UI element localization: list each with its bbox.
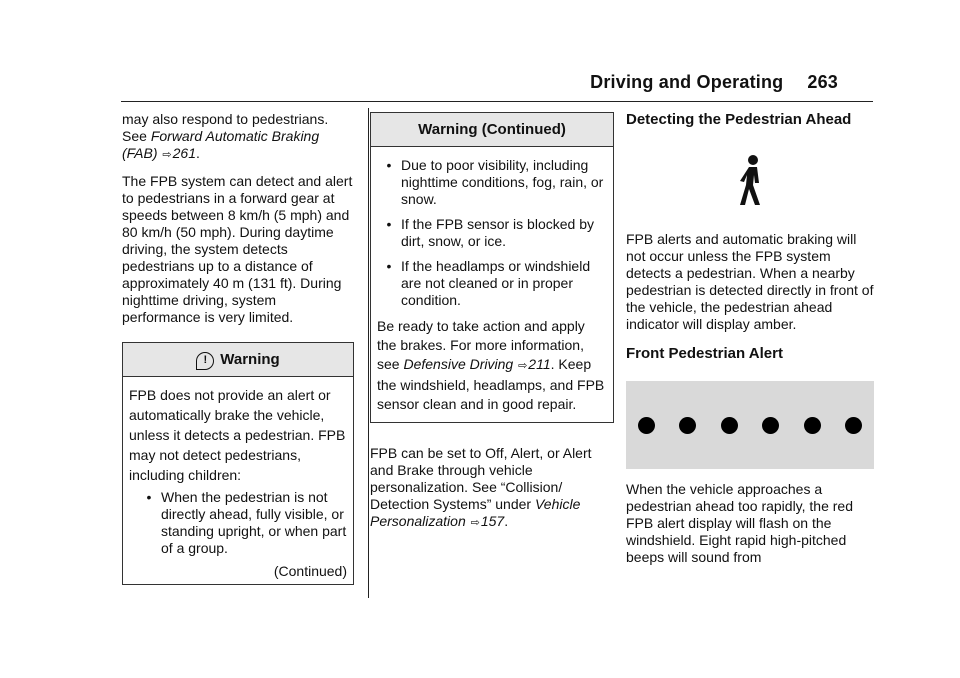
alert-light (638, 417, 655, 434)
list-item: • If the headlamps or windshield are not cleaned or in proper condition. (386, 258, 591, 308)
continued-label: (Continued) (273, 563, 347, 579)
xref-arrow-icon: ⇨ (162, 149, 172, 161)
pedestrian-icon (626, 155, 876, 211)
warning-continued-box (370, 112, 614, 423)
alert-light (721, 417, 738, 434)
xref-link[interactable]: Forward Automatic Braking (FAB) ⇨261 (122, 128, 320, 161)
alert-display-illustration (626, 381, 874, 469)
header-rule (121, 101, 873, 102)
xref-arrow-icon: ⇨ (470, 517, 480, 529)
page-number: 263 (807, 72, 838, 92)
alert-light (679, 417, 696, 434)
list-item: • Due to poor visibility, including nighttime conditions, fog, rain, or snow. (386, 157, 604, 207)
list-item: • If the FPB sensor is blocked by dirt, snow, or ice. (386, 216, 594, 249)
xref-link[interactable]: Defensive Driving ⇨211 (403, 356, 551, 372)
warning-text: FPB does not provide an alert or automatically brake the vehicle, unless it detects a pedestrian. FPB may not detect pedestrians, including children: (129, 387, 346, 483)
alert-light (804, 417, 821, 434)
section-title: Driving and Operating (590, 72, 784, 92)
warning-body (123, 377, 353, 584)
column-divider (368, 108, 369, 598)
warning-text: Be ready to take action and apply the brakes. For more information, see Defensive Driving ⇨211. Keep the windshield, headlamps, and FPB sensor clean and in good repair. (377, 318, 605, 412)
intro-paragraph: may also respond to pedestrians. See Forward Automatic Braking (FAB) ⇨261. (122, 111, 329, 161)
alert-light (762, 417, 779, 434)
personalization-paragraph: FPB can be set to Off, Alert, or Alert and Brake through vehicle personalization. See “Collision/ Detection Systems” under Vehicle Personalization ⇨157. (370, 445, 592, 529)
detection-paragraph: FPB alerts and automatic braking will not occur unless the FPB system detects a pedestrian. When a nearby pedestrian is detected directly in front of the vehicle, the pedestrian ahead indicator will display amber. (626, 231, 874, 332)
column-3 (626, 111, 876, 575)
column-1 (122, 111, 354, 585)
running-head (590, 72, 838, 93)
section-heading: Detecting the Pedestrian Ahead (626, 111, 852, 128)
alert-light (845, 417, 862, 434)
column-2 (370, 112, 614, 541)
section-heading: Front Pedestrian Alert (626, 345, 783, 362)
warning-box (122, 342, 354, 585)
warning-header: Warning (Continued) (371, 113, 613, 147)
alert-paragraph: When the vehicle approaches a pedestrian ahead too rapidly, the red FPB alert display will flash on the windshield. Eight rapid high-pitched beeps will sound from (626, 481, 854, 565)
list-item: • When the pedestrian is not directly ahead, fully visible, or standing upright, or when part of a group. (146, 489, 347, 556)
warning-header (123, 343, 353, 377)
xref-arrow-icon: ⇨ (518, 360, 528, 372)
warning-title: Warning (220, 351, 280, 368)
xref-link[interactable]: Vehicle Personalization ⇨157 (370, 496, 581, 529)
warning-body (371, 147, 613, 422)
warning-icon: ! (196, 352, 214, 370)
speed-paragraph: The FPB system can detect and alert to pedestrians in a forward gear at speeds between 8 km/h (5 mph) and 80 km/h (50 mph). During daytime driving, the system detects pedestrians up to a distance of approximately 40 m (131 ft). During nighttime driving, system performance is very limited. (122, 173, 353, 325)
